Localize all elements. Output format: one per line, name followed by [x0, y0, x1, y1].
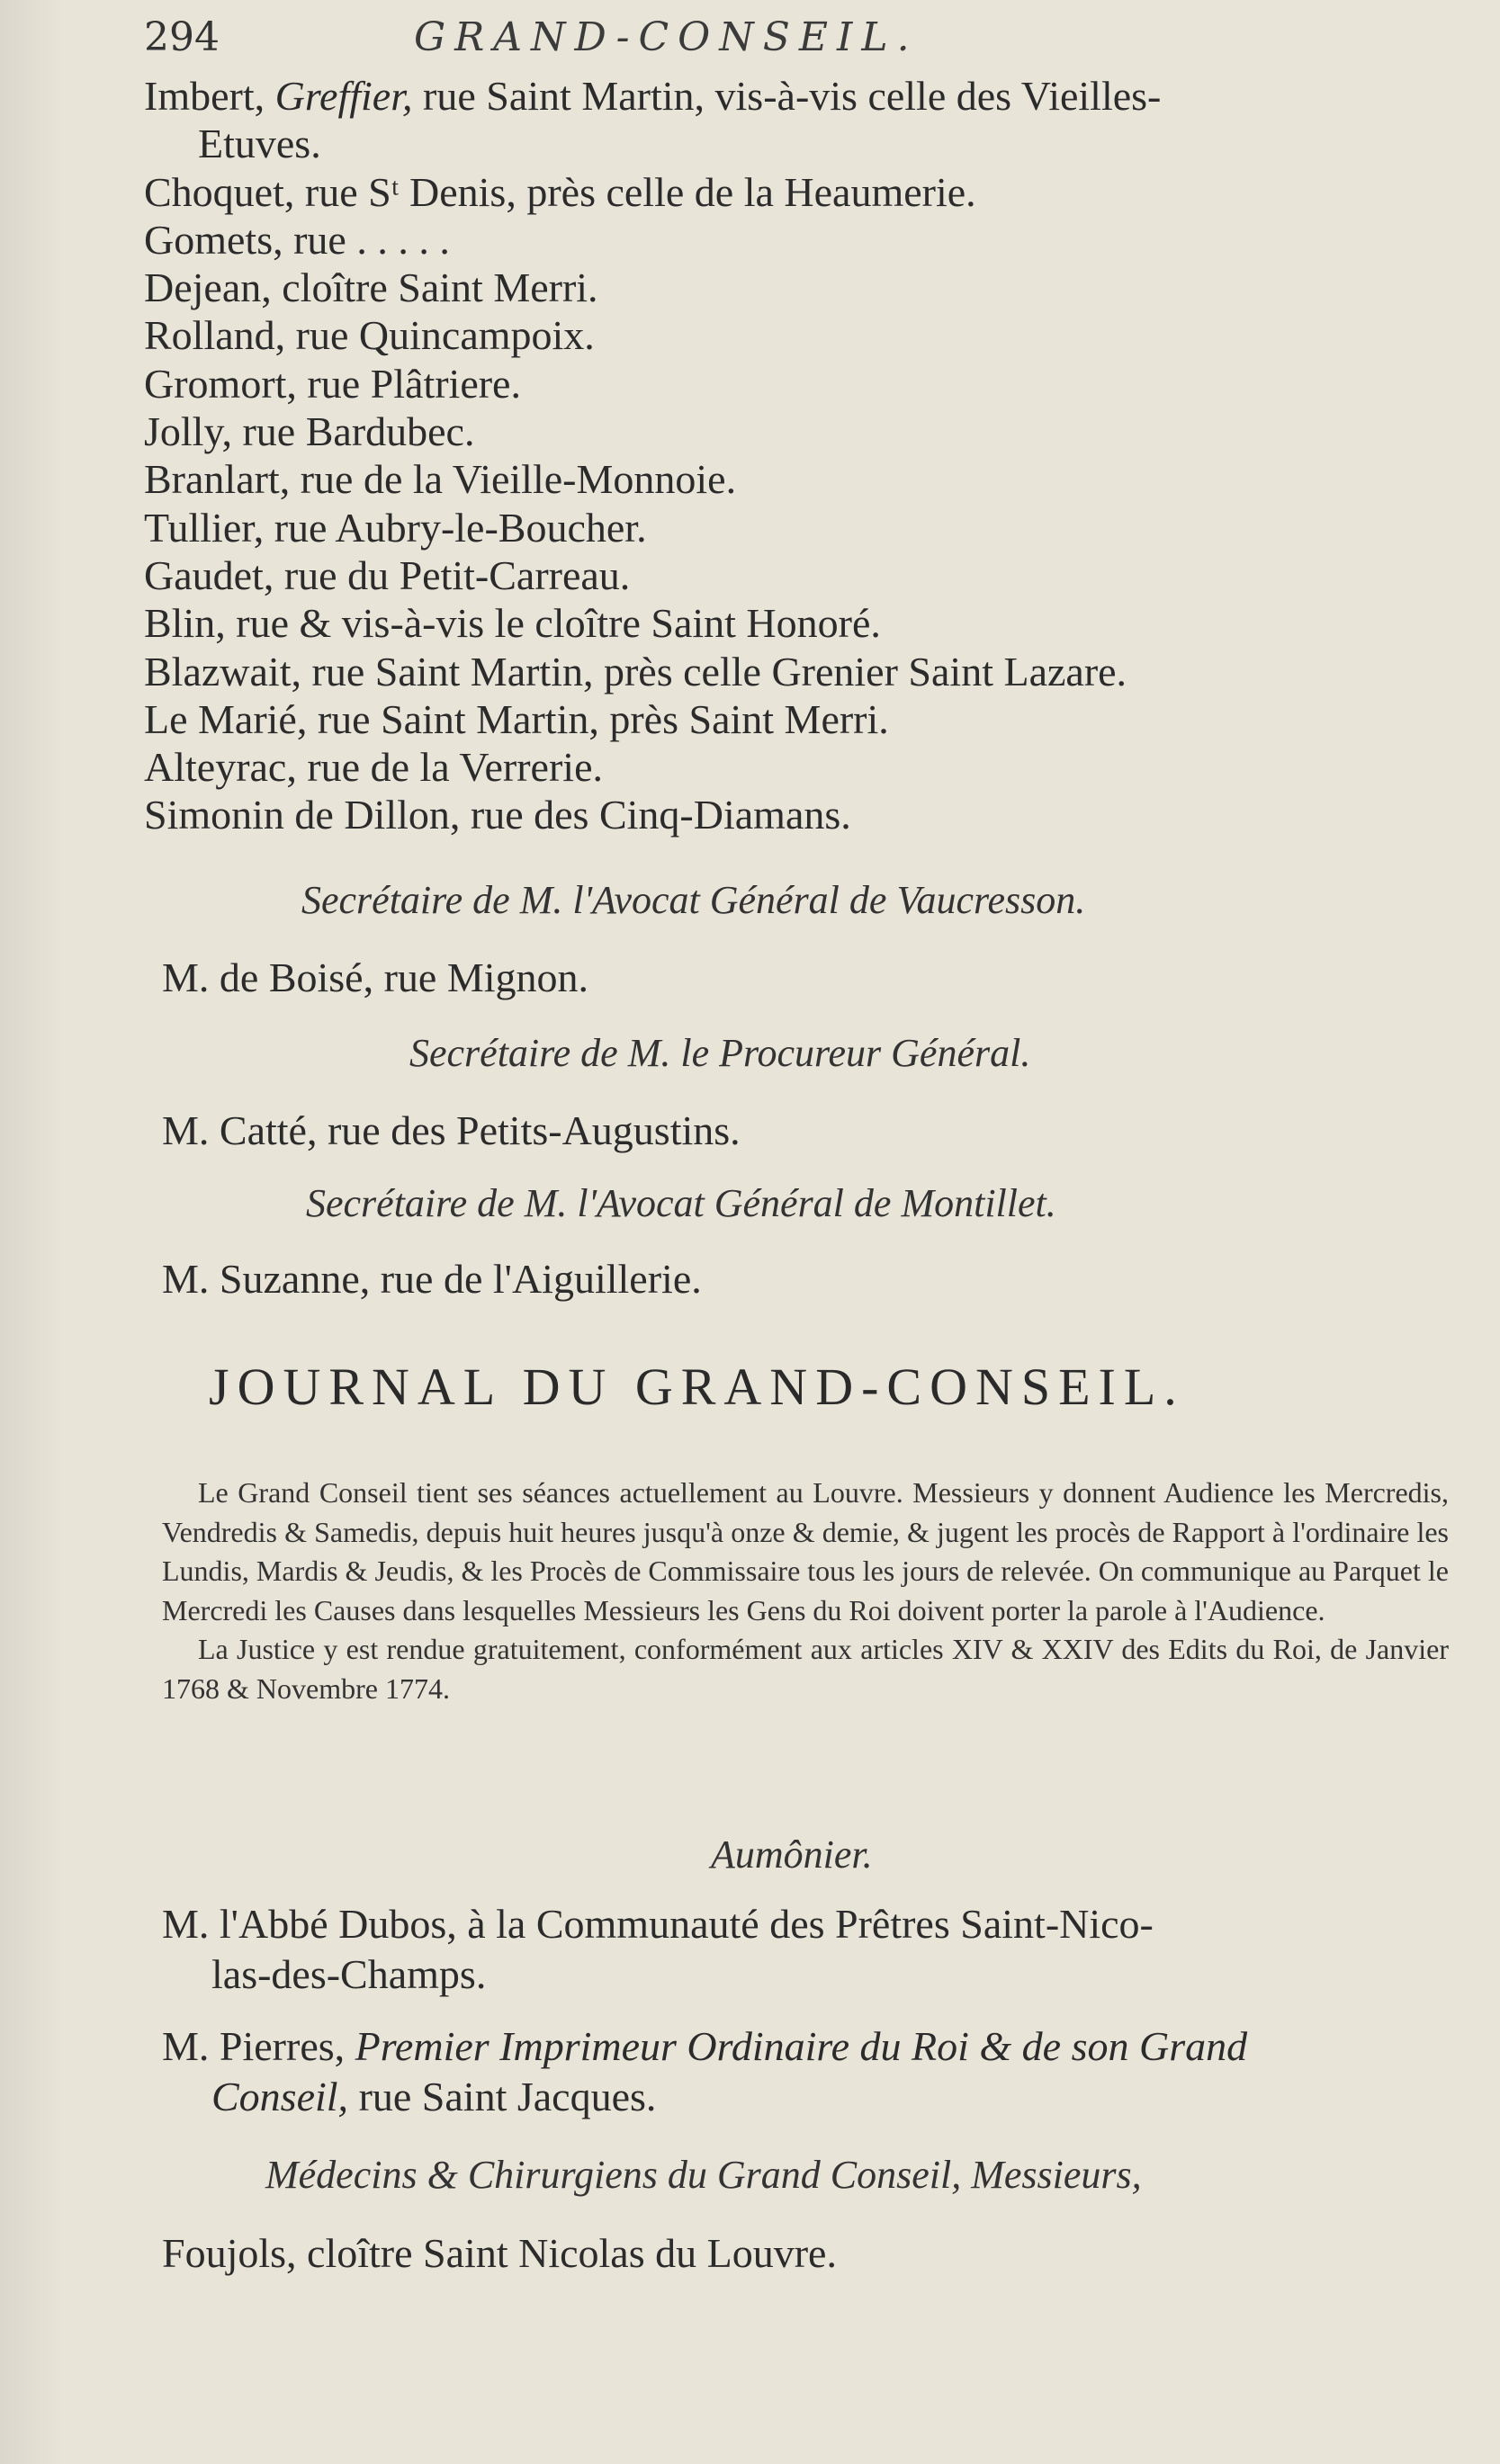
secretary-heading-montillet: Secrétaire de M. l'Avocat Général de Montillet.: [306, 1181, 1056, 1225]
list-item: Imbert, Greffier, rue Saint Martin, vis-à-vis celle des Vieilles-: [144, 73, 1162, 119]
journal-title: JOURNAL DU GRAND-CONSEIL.: [209, 1357, 1185, 1416]
secretary-vaucresson: M. de Boisé, rue Mignon.: [162, 954, 589, 1000]
almoner-heading: Aumônier.: [711, 1832, 873, 1877]
list-item: Tullier, rue Aubry-le-Boucher.: [144, 504, 647, 551]
greffier-list: [144, 72, 1467, 839]
journal-text: [162, 1474, 1449, 1708]
doctors-heading: Médecins & Chirurgiens du Grand Conseil, Messieurs,: [265, 2153, 1142, 2197]
almoner-line-1: M. l'Abbé Dubos, à la Communauté des Prêtres Saint-Nico-: [162, 1901, 1154, 1947]
page-fold-shadow: [0, 0, 63, 2464]
printer-line-2: Conseil, rue Saint Jacques.: [211, 2074, 657, 2119]
printer-line-1: M. Pierres, Premier Imprimeur Ordinaire du Roi & de son Grand: [162, 2023, 1248, 2069]
secretary-montillet: M. Suzanne, rue de l'Aiguillerie.: [162, 1256, 702, 1302]
list-item: Branlart, rue de la Vieille-Monnoie.: [144, 456, 737, 503]
almoner-line-2: las-des-Champs.: [211, 1951, 487, 1997]
list-item: Rolland, rue Quincampoix.: [144, 312, 595, 359]
list-item: Blazwait, rue Saint Martin, près celle Grenier Saint Lazare.: [144, 648, 1127, 694]
list-item: Gromort, rue Plâtriere.: [144, 360, 521, 407]
secretary-heading-procureur: Secrétaire de M. le Procureur Général.: [409, 1031, 1031, 1075]
list-item: Gomets, rue . . . . .: [144, 216, 450, 263]
list-item: Blin, rue & vis-à-vis le cloître Saint Honoré.: [144, 600, 881, 647]
doctors-line: Foujols, cloître Saint Nicolas du Louvre.: [162, 2230, 837, 2276]
page-header: [144, 11, 1464, 63]
list-item: Gaudet, rue du Petit-Carreau.: [144, 551, 631, 598]
list-item: Jolly, rue Bardubec.: [144, 408, 475, 455]
list-item: Dejean, cloître Saint Merri.: [144, 264, 598, 311]
journal-paragraph-1: Le Grand Conseil tient ses séances actuellement au Louvre. Messieurs y donnent Audience les Mercredis, Vendredis & Samedis, depuis huit heures jusqu'à onze & demie, & jugent les procès de Rapport à l'ordinaire les Lundis, Mardis & Jeudis, & les Procès de Commissaire tous les jours de relevée. On communique au Parquet le Mercredi les Causes dans lesquelles Messieurs les Gens du Roi doivent porter la parole à l'Audience.: [162, 1476, 1449, 1626]
secretary-procureur: M. Catté, rue des Petits-Augustins.: [162, 1107, 741, 1153]
secretary-heading-vaucresson: Secrétaire de M. l'Avocat Général de Vaucresson.: [301, 878, 1086, 922]
journal-paragraph-2: La Justice y est rendue gratuitement, conformément aux articles XIV & XXIV des Edits du Roi, de Janvier 1768 & Novembre 1774.: [162, 1633, 1449, 1705]
page-number: 294: [144, 13, 220, 60]
list-item: Alteyrac, rue de la Verrerie.: [144, 744, 603, 791]
list-item: Le Marié, rue Saint Martin, près Saint Merri.: [144, 695, 889, 742]
list-item: Simonin de Dillon, rue des Cinq-Diamans.: [144, 792, 851, 838]
list-item: Choquet, rue Sᵗ Denis, près celle de la Heaumerie.: [144, 168, 976, 215]
running-title: GRAND-CONSEIL.: [414, 13, 919, 60]
list-item-continuation: Etuves.: [198, 121, 321, 167]
